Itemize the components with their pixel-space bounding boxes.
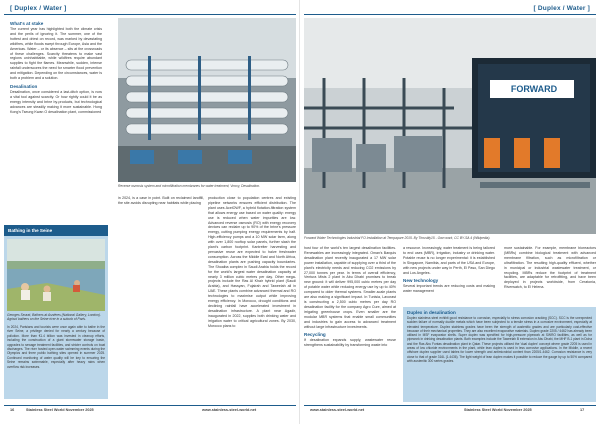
- seurat-painting: [7, 239, 105, 311]
- recycling-body: If desalination expands supply, wastewater reuse strengthens sustainability by transforming waste into: [304, 338, 396, 348]
- seine-body: In 2024, Parisians and tourists were once again able to bathe in the river Seine, a privilege denied for nearly a century because of pollution. More than €1.4 billion was invested in cleanup efforts, including the construction of a giant stormwater storage basin, upgrades to sewage treatment facilities, and stricter controls on boat discharges. The river hosted open-water swimming events during the Olympics and three public bathing sites opened in summer 2025. Continued monitoring of water quality will be key to ensuring the Seine remains swimmable, especially after heavy rains when overflow risk increases.: [7, 325, 105, 369]
- right-col-2: [403, 246, 495, 304]
- section-heading-stake: What's at stake: [10, 21, 44, 26]
- left-page-number: 16: [10, 408, 15, 412]
- forward-photo-caption: Forward Water Technologies Industrial FO Installation at Tempapure 2015. By Thrustity15 - Own work, CC BY-SA 4 (Wikipedia).: [304, 236, 491, 240]
- right-col-1-body: host four of the world's ten largest desalination facilities. Renewables are increasingly integrated. Oman's Barquis desalination plant recently inaugurated a 17 MW solar power installation, capable of supplying over a third of the plant's electricity needs and reducing CO2 emissions by 27,000 tonnes per year. In terms of overall efficiency, Ventura Mists 2 plant in Abu Dhabi promises to break new ground: it will deliver 995,000 cubic metres per day of potable water while reducing energy use by up to 40% compared to older thermal systems. Smaller-scale plants are also making a significant impact. In Tunisia, Lavorast is constructing a 2,500 cubic metres per day RO desalination facility for the company Agro Cure, aimed at irrigating greenhouse crops. Even smaller are the modular MBR systems that enable small communities and industries to gain access to advanced treatment without large infrastructure investments.: [304, 246, 396, 329]
- new-technology-body: Several important trends are reducing costs and making water management: [403, 284, 495, 294]
- forward-water-photo: [304, 18, 596, 234]
- right-footer-rule: [304, 405, 596, 406]
- right-page-header: [ Duplex / Water ]: [533, 5, 590, 12]
- right-col-3: [504, 246, 596, 304]
- seine-box-title: Bathing in the Seine: [4, 225, 108, 236]
- forward-logo: FORWARD: [510, 84, 558, 94]
- right-footer-url[interactable]: www.stainless-steel-world.net: [310, 408, 365, 412]
- right-header-rule: [304, 14, 596, 15]
- section-heading-new-technology: New technology: [403, 278, 439, 284]
- right-page-number: 17: [580, 408, 585, 412]
- right-col-2-body: a resource. Increasingly, water treatment is being tailored to end uses (MBR), irrigation, industry or drinking water. Potable reuse is no longer experimental: it is established in Singapore, Namibia, and parts of the USA and Europe, with new projects under way in Perth, El Paso, San Diego and Los Angeles.: [403, 246, 495, 275]
- desalination-photo: [118, 18, 296, 182]
- seurat-painting-art: [7, 239, 105, 311]
- right-footer-title: Stainless Steel World November 2025: [464, 408, 532, 412]
- left-col-3: [208, 196, 296, 328]
- right-col-1: [304, 246, 396, 348]
- seine-caption: Georges Seurat, Bathers at Asnières (National Gallery, London). Agrisol bathers on the Seine river in a suburb of Paris.: [7, 313, 101, 322]
- duplex-box-title: Duplex in desalination: [407, 310, 456, 315]
- desalination-body: Desalination, once considered a last-ditch option, is now a vital tool against scarcity. Or how rightly could it be as energy intensity and brine by-products, but technological advances are steadily making it more sustainable. Hong Kong's Tseung Kwan O desalination plant, commissioned: [10, 89, 102, 114]
- left-col-1: [10, 18, 102, 115]
- right-col-3-body: more sustainable. For example, membrane bioreactors (MBRs) combine biological treatment with advanced membrane filtration, such as microfiltration or ultrafiltration. The resulting high-quality effluent, whether in municipal or industrial wastewater treatment, or recycling. MBRs reduce the footprint of treatment facilities, are adaptable for retrofitting, and have been deployed in projects worldwide, from Ceratonia, Riverwatch, to El Helena.: [504, 246, 596, 290]
- left-footer-title: Stainless Steel World November 2025: [26, 408, 94, 412]
- left-header-rule: [4, 14, 296, 15]
- forward-water-photo-art: [304, 18, 596, 234]
- section-heading-desalination: Desalination: [10, 83, 38, 89]
- desalination-photo-caption: Reverse osmosis system and microfiltration membranes for water treatment, Vnoxy, Desalination.: [118, 184, 261, 188]
- right-col-body: production close to population centres and existing pipeline networks ensures efficient distribution. The plant uses AcelOWF, a hybrid flotation-filtration system that allows energy use based on water quality: energy use is reduced when water impurities are low. Advanced reverse osmosis (RO) with energy recovery devices can reclaim up to 90% of the brine's pressure energy, cutting pumping energy requirements by half. High-efficiency pumps and a 10 MW solar farm, along with over 1,800 rooftop solar panels, further slash the plant's carbon footprint. Kantreiter harvesting and pervasive reuse are expected to halve freshwater consumption. Across the Middle East and North Africa, desalination plants are pushing capacity boundaries. The Shoaiba complex in Saudi Arabia holds the record for the world's largest water desalination capacity at nearly 3 million cubic metres per day. Other mega-projects include the Ras Al Khair hybrid plant (Saudi Arabia), and Hassyan, Fujairah and Taweelah all in UAE. These plants combine advanced thermal and RO technologies to maximise output while improving energy efficiency. In Morocco, drought conditions and declining rainfall have accelerated investment in desalination infrastructure. A plant near Agadir, inaugurated in 2022, supplies both drinking water and irrigation water to critical agricultural zones. By 2030, Morocco plans to: [208, 196, 296, 328]
- left-col-2: [118, 196, 204, 206]
- duplex-box-body: Duplex stainless steel exhibit good resistance to corrosion, especially to stress corrosion cracking (SCC). SCC is the unexpected sudden failure of normally ductile metals which have been subjected to a tensile stress in a corrosive environment, especially at elevated temperature. Duplex stainless grades have been the strength of austenitic grades and are particularly cost-effective because of their mechanical properties. They are also excellent evaporative materials. Duplex grade 2205 / 4462 has already been utilised in MSF evaporator shells. Super duplex was specified for high-pressure pipework at SWRO facilities, as well as for pipework in drinking desalination plants. Both examples include the Taweelah B extension in Abu Dhabi, the MHF B-1 plant in Doha and the Ras Abu Fontas desalination plant in Qatar. These projects utilised the 'dual duplex' concept where grade 2205 is used in areas of low chloride environments in the plant, while lean duplex is used in less corrosive applications. In the Middle, a recent offshore duplex supplier used tables for lower strength and antimicrobial content than 2205/1.4462. Corrosion resistance is very close to that of grade 316L (1.4436). The light weight of lean duplex makes it possible to reduce the gauge by up to 50% compared with austenitic 300 series grades.: [407, 316, 592, 363]
- stake-body: The current year has highlighted both the climate crisis and the perils of ignoring it. The summer, one of the hottest and driest on record, was marked by devastating wildfires, while floods swept through Europe, Asia and the Americas. Water – or its absence – sits at the crossroads of these challenges. Scarcity threatens to make vast regions uninhabitable, while wildfires require abundant supplies to fight the flames. Meanwhile, sudden, intense rainfall underscores the need for smarter flood prevention and mitigation. Depending on the circumstances, water is both a problem and a solution.: [10, 27, 102, 81]
- duplex-box: [403, 307, 596, 402]
- mid-body: in 2024, is a case in point. Built on reclaimed landfill, the site avoids disrupting near habitats while placing: [118, 196, 204, 205]
- left-footer-url[interactable]: www.stainless-steel-world.net: [202, 408, 257, 412]
- seine-box: [4, 225, 108, 399]
- section-heading-recycling: Recycling: [304, 332, 326, 338]
- left-page-header: [ Duplex / Water ]: [10, 5, 67, 12]
- left-footer-rule: [4, 405, 296, 406]
- right-page: [300, 0, 600, 424]
- desalination-photo-art: [118, 18, 296, 182]
